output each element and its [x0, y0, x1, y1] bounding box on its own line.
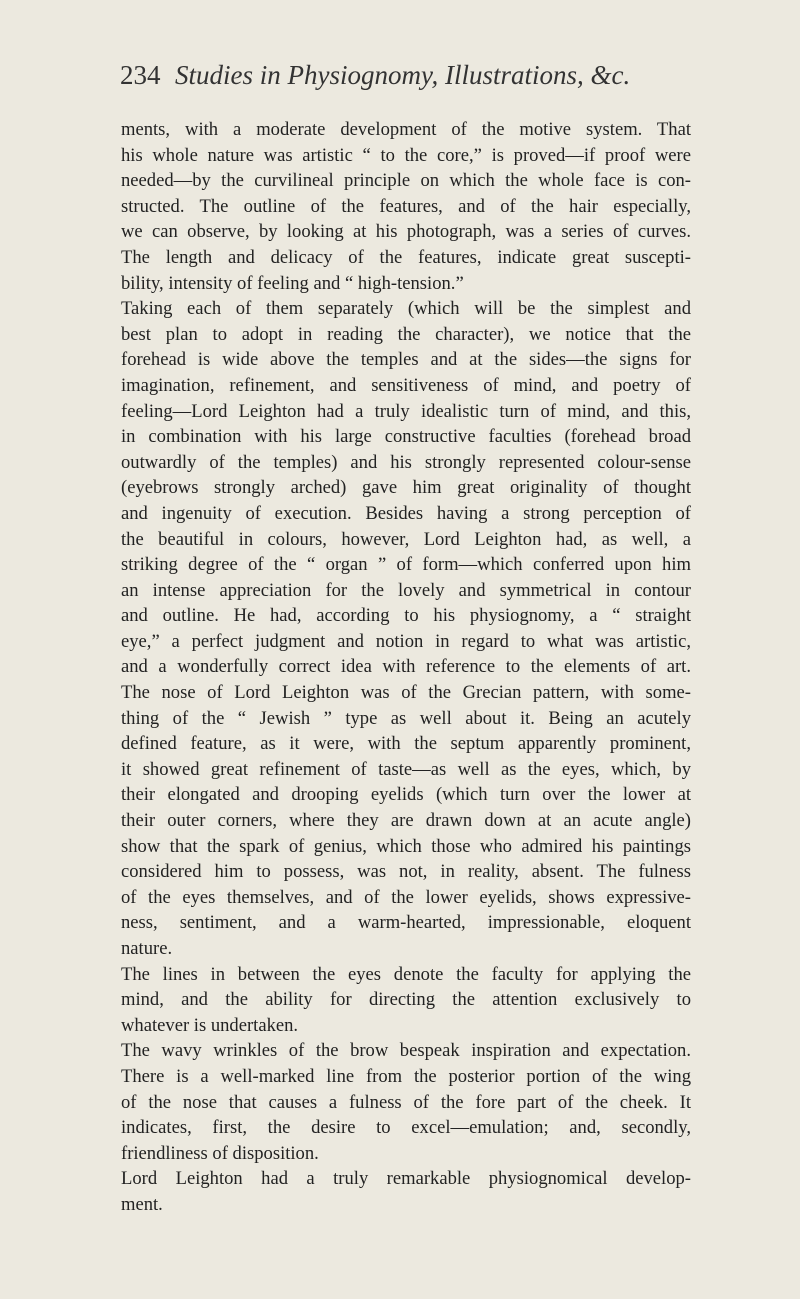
text-line: considered him to possess, was not, in reality, absent. The fulness: [121, 861, 691, 883]
body-text: [121, 117, 691, 1218]
text-line: defined feature, as it were, with the septum apparently prominent,: [121, 733, 691, 755]
text-line: The wavy wrinkles of the brow bespeak inspiration and expectation.: [121, 1040, 691, 1062]
text-line: (eyebrows strongly arched) gave him great originality of thought: [121, 477, 691, 499]
text-line: of the eyes themselves, and of the lower eyelids, shows expressive-: [121, 886, 691, 908]
page-number: 234: [120, 60, 161, 90]
text-line: it showed great refinement of taste—as well as the eyes, which, by: [121, 758, 691, 780]
text-line: Lord Leighton had a truly remarkable physiognomical develop-: [121, 1168, 691, 1190]
text-line: Taking each of them separately (which will be the simplest and: [121, 298, 691, 320]
text-line: forehead is wide above the temples and at the sides—the signs for: [121, 349, 691, 371]
text-line: needed—by the curvilineal principle on which the whole face is con-: [121, 170, 691, 192]
text-line: nature.: [121, 938, 173, 959]
text-line: we can observe, by looking at his photograph, was a series of curves.: [121, 221, 691, 243]
text-line: thing of the “ Jewish ” type as well about it. Being an acutely: [121, 707, 691, 729]
text-line: in combination with his large constructive faculties (forehead broad: [121, 426, 691, 448]
text-line: an intense appreciation for the lovely and symmetrical in contour: [121, 579, 691, 601]
text-line: whatever is undertaken.: [121, 1014, 299, 1036]
text-line: best plan to adopt in reading the character), we notice that the: [121, 323, 691, 345]
text-line: feeling—Lord Leighton had a truly idealistic turn of mind, and this,: [121, 400, 691, 422]
text-line: ment.: [121, 1193, 163, 1215]
text-line: The nose of Lord Leighton was of the Grecian pattern, with some-: [121, 682, 691, 704]
text-line: their elongated and drooping eyelids (which turn over the lower at: [121, 784, 691, 806]
text-line: The lines in between the eyes denote the faculty for applying the: [121, 963, 691, 985]
text-line: ness, sentiment, and a warm-hearted, impressionable, eloquent: [121, 912, 691, 934]
text-line: his whole nature was artistic “ to the core,” is proved—if proof were: [121, 144, 691, 166]
text-line: show that the spark of genius, which those who admired his paintings: [121, 835, 691, 857]
text-line: and a wonderfully correct idea with reference to the elements of art.: [121, 656, 691, 678]
text-line: ments, with a moderate development of the motive system. That: [121, 119, 691, 140]
text-line: striking degree of the “ organ ” of form—which conferred upon him: [121, 554, 691, 576]
text-line: bility, intensity of feeling and “ high-tension.”: [121, 272, 464, 294]
text-line: imagination, refinement, and sensitiveness of mind, and poetry of: [121, 374, 691, 396]
text-line: There is a well-marked line from the posterior portion of the wing: [121, 1065, 691, 1087]
text-line: mind, and the ability for directing the attention exclusively to: [121, 989, 691, 1011]
running-title: Studies in Physiognomy, Illustrations, &c.: [175, 60, 631, 90]
text-line: indicates, first, the desire to excel—emulation; and, secondly,: [121, 1117, 691, 1139]
text-line: structed. The outline of the features, and of the hair especially,: [121, 195, 691, 217]
text-line: of the nose that causes a fulness of the fore part of the cheek. It: [121, 1091, 691, 1113]
text-line: their outer corners, where they are drawn down at an acute angle): [121, 810, 691, 832]
text-line: and outline. He had, according to his physiognomy, a “ straight: [121, 605, 691, 627]
text-line: friendliness of disposition.: [121, 1142, 319, 1164]
text-line: the beautiful in colours, however, Lord Leighton had, as well, a: [121, 528, 691, 550]
text-line: and ingenuity of execution. Besides having a strong perception of: [121, 502, 691, 524]
text-line: The length and delicacy of the features, indicate great suscepti-: [121, 246, 691, 268]
text-line: eye,” a perfect judgment and notion in regard to what was artistic,: [121, 630, 691, 652]
page-header: [120, 60, 700, 100]
text-line: outwardly of the temples) and his strongly represented colour-sense: [121, 451, 691, 473]
